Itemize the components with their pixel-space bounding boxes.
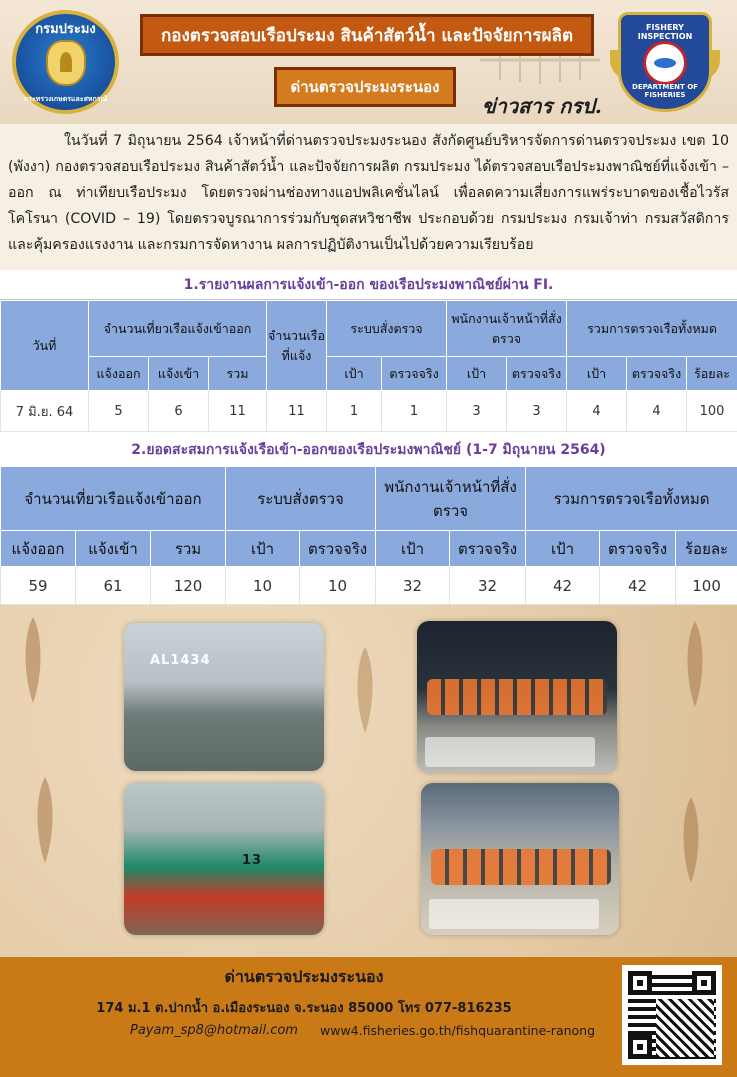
cell-in: 61 <box>76 567 151 605</box>
header-officer: พนักงานเจ้าหน้าที่สั่งตรวจ <box>447 301 567 357</box>
cumulative-report-table <box>0 466 737 605</box>
cell-out: 5 <box>89 391 149 432</box>
header-date: วันที่ <box>1 301 89 391</box>
crew-photo-night <box>417 621 617 773</box>
cell-sum: 11 <box>209 391 267 432</box>
cell-system-actual: 1 <box>382 391 447 432</box>
subheader-actual: ตรวจจริง <box>507 357 567 391</box>
subheader-target: เป้า <box>327 357 382 391</box>
cell-officer-actual: 3 <box>507 391 567 432</box>
table-row <box>1 567 737 605</box>
subheader-sum: รวม <box>151 531 226 567</box>
header-system: ระบบสั่งตรวจ <box>327 301 447 357</box>
subheader-actual: ตรวจจริง <box>600 531 676 567</box>
boat-hull-number: AL1434 <box>150 653 211 668</box>
page-subtitle: ด่านตรวจประมงระนอง <box>274 67 456 107</box>
cell-total-target: 4 <box>567 391 627 432</box>
header-trips: จำนวนเที่ยวเรือแจ้งเข้าออก <box>89 301 267 357</box>
news-label: ข่าวสาร กรป. <box>482 94 602 118</box>
fish-icon <box>680 619 710 709</box>
subheader-target: เป้า <box>226 531 300 567</box>
email-link[interactable]: Payam_sp8@hotmail.com <box>130 1023 298 1038</box>
cell-officer-target: 3 <box>447 391 507 432</box>
subheader-in: แจ้งเข้า <box>149 357 209 391</box>
qr-code-icon[interactable] <box>622 965 722 1065</box>
shield-icon <box>618 12 712 112</box>
cell-percent: 100 <box>687 391 737 432</box>
subheader-sum: รวม <box>209 357 267 391</box>
subheader-actual: ตรวจจริง <box>450 531 526 567</box>
crew-group <box>427 679 607 715</box>
fish-icon <box>350 645 380 735</box>
office-name: ด่านตรวจประมงระนอง <box>224 967 384 986</box>
subheader-target: เป้า <box>447 357 507 391</box>
header-system: ระบบสั่งตรวจ <box>226 467 376 531</box>
office-address: 174 ม.1 ต.ปากน้ำ อ.เมืองระนอง จ.ระนอง 85000 โทร 077-816235 <box>96 1001 512 1016</box>
cell-total-actual: 4 <box>627 391 687 432</box>
table-row <box>1 391 737 432</box>
anchor-icon <box>643 41 687 85</box>
subheader-target: เป้า <box>567 357 627 391</box>
emblem-icon <box>46 40 86 86</box>
subheader-out: แจ้งออก <box>89 357 149 391</box>
subheader-target: เป้า <box>376 531 450 567</box>
daily-report-table <box>0 300 737 432</box>
website-link[interactable]: www4.fisheries.go.th/fishquarantine-ranong <box>320 1023 596 1038</box>
location-stamp <box>425 737 595 767</box>
section2-title: 2.ยอดสะสมการแจ้งเรือเข้า-ออกของเรือประมงพาณิชย์ (1-7 มิถุนายน 2564) <box>0 434 737 466</box>
subheader-percent: ร้อยละ <box>676 531 737 567</box>
subheader-percent: ร้อยละ <box>687 357 737 391</box>
subheader-actual: ตรวจจริง <box>382 357 447 391</box>
intro-paragraph: ในวันที่ 7 มิถุนายน 2564 เจ้าหน้าที่ด่านตรวจประมงระนอง สังกัดศูนย์บริหารจัดการด่านตรวจประมง เขต 10 (พังงา) กองตรวจสอบเรือประมง สินค้าสัตว์น้ำ และปัจจัยการผลิต กรมประมง ได้ตรวจสอบเรือประมงพาณิชย์ที่แจ้งเข้า – ออก ณ ท่าเทียบเรือประมง โดยตรวจผ่านช่องทางแอปพลิเคชั่นไลน์ เพื่อลดความเสี่ยงการแพร่ระบาดของเชื้อไวรัสโคโรนา (COVID – 19) โดยตรวจบูรณาการร่วมกับชุดสหวิชาชีพ ประกอบด้วย กรมประมง กรมเจ้าท่า กรมสวัสดิการและคุ้มครองแรงงาน และกรมการจัดหางาน ผลการปฏิบัติงานเป็นไปด้วยความเรียบร้อย <box>0 124 737 270</box>
subheader-actual: ตรวจจริง <box>300 531 376 567</box>
cell-officer-actual: 32 <box>450 567 526 605</box>
cell-total-target: 42 <box>526 567 600 605</box>
cell-date: 7 มิ.ย. 64 <box>1 391 89 432</box>
header-officer: พนักงานเจ้าหน้าที่สั่งตรวจ <box>376 467 526 531</box>
crew-photo-pier <box>421 783 619 935</box>
subheader-in: แจ้งเข้า <box>76 531 151 567</box>
boat-photo-1 <box>124 623 324 771</box>
logo-bottom-text: DEPARTMENT OF FISHERIES <box>632 83 698 99</box>
logo-bottom-text: กระทรวงเกษตรและสหกรณ์ <box>24 95 107 103</box>
logo-top-text: FISHERY INSPECTION <box>637 23 693 41</box>
location-stamp <box>429 899 599 929</box>
cell-system-target: 1 <box>327 391 382 432</box>
cell-officer-target: 32 <box>376 567 450 605</box>
cell-system-actual: 10 <box>300 567 376 605</box>
cell-total-actual: 42 <box>600 567 676 605</box>
cell-sum: 120 <box>151 567 226 605</box>
subheader-out: แจ้งออก <box>1 531 76 567</box>
subheader-target: เป้า <box>526 531 600 567</box>
photo-collage <box>0 605 737 957</box>
header-boats: จำนวนเรือที่แจ้ง <box>267 301 327 391</box>
cell-system-target: 10 <box>226 567 300 605</box>
boat-hull-number: 13 <box>242 853 263 868</box>
cell-in: 6 <box>149 391 209 432</box>
cell-out: 59 <box>1 567 76 605</box>
cell-boats: 11 <box>267 391 327 432</box>
header-total: รวมการตรวจเรือทั้งหมด <box>526 467 737 531</box>
footer <box>0 957 737 1077</box>
cell-percent: 100 <box>676 567 737 605</box>
header-trips: จำนวนเที่ยวเรือแจ้งเข้าออก <box>1 467 226 531</box>
page-title: กองตรวจสอบเรือประมง สินค้าสัตว์น้ำ และปัจจัยการผลิต <box>140 14 594 56</box>
crew-group <box>431 849 611 885</box>
header-banner <box>0 0 737 124</box>
logo-top-text: กรมประมง <box>35 22 96 37</box>
header-total: รวมการตรวจเรือทั้งหมด <box>567 301 737 357</box>
fishery-inspection-logo <box>610 10 720 118</box>
subheader-actual: ตรวจจริง <box>627 357 687 391</box>
fish-icon <box>676 795 706 885</box>
fish-icon <box>18 615 48 705</box>
boat-photo-2 <box>124 783 324 935</box>
section1-title: 1.รายงานผลการแจ้งเข้า-ออก ของเรือประมงพาณิชย์ผ่าน FI. <box>0 270 737 300</box>
fish-icon <box>30 775 60 865</box>
department-of-fisheries-logo <box>12 10 119 114</box>
